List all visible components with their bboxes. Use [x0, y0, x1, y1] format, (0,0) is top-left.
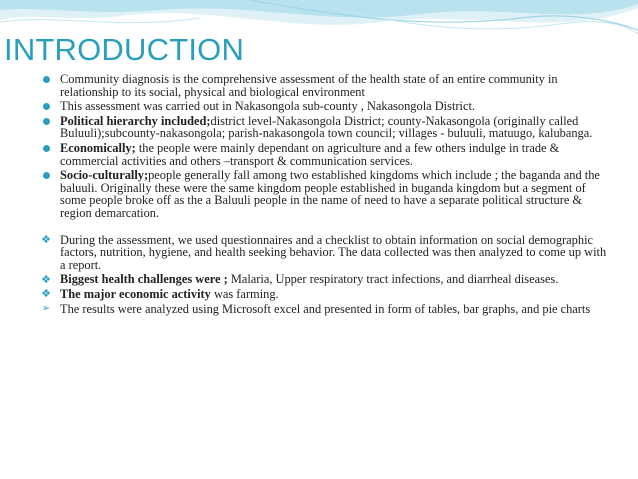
list-item — [36, 73, 611, 98]
list-item — [36, 142, 611, 167]
list-item-text — [60, 287, 279, 301]
list-item — [36, 115, 611, 140]
list-item — [36, 234, 611, 272]
list-item-body: people generally fall among two established kingdoms which include ; the baganda and the baluuli. Originally these were the same kingdom people established in buganda kingdom but a segment of some people broke off as the a Baluuli people in the name of need to have a separate political structure & region demarcation. — [60, 168, 600, 220]
list-item — [36, 169, 611, 219]
arrow-bullet-icon: ➢ — [41, 303, 51, 314]
list-item-text — [60, 233, 606, 272]
list-item — [36, 288, 611, 301]
list-item-bold-lead: The major economic activity — [60, 286, 211, 301]
list-item-bold-lead: Economically; — [60, 140, 136, 155]
list-item-body: The results were analyzed using Microsoft excel and presented in form of tables, bar graphs, and pie charts — [60, 301, 591, 316]
list-item-text — [60, 72, 558, 99]
round-bullet-icon — [36, 100, 56, 113]
list-item-text — [60, 302, 590, 316]
list-item-bold-lead: Socio-culturally; — [60, 168, 149, 183]
round-bullet-icon — [36, 169, 56, 182]
list-item-body: During the assessment, we used questionnaires and a checklist to obtain information on social demographic factors, nutrition, hygiene, and health seeking behavior. The data collected was then analyzed to come up with a report. — [60, 232, 607, 272]
list-item-text — [60, 168, 600, 220]
list-item-bold-lead: Political hierarchy included; — [60, 113, 211, 128]
round-bullet-icon — [36, 73, 56, 86]
list-item-body: This assessment was carried out in Nakasongola sub-county , Nakasongola District. — [60, 99, 475, 114]
list-item-text — [60, 114, 592, 141]
list-item-body: was farming. — [210, 286, 279, 301]
diamond-bullet-icon: ❖ — [41, 233, 51, 247]
list-item-body: district level-Nakasongola District; county-Nakasongola (originally called Buluuli);subcounty-nakasongola; parish-nakasongola town council; villages - buluuli, matuugo, kalubanga. — [60, 113, 593, 141]
list-item-text — [60, 99, 475, 113]
diamond-bullet-icon: ❖ — [41, 287, 51, 301]
list-item-bold-lead: Biggest health challenges were ; — [60, 272, 228, 287]
round-bullet-icon — [36, 115, 56, 128]
list-item-text — [60, 141, 559, 168]
list-item — [36, 303, 611, 316]
main-bullet-list — [36, 73, 611, 220]
list-item — [36, 100, 611, 113]
list-item-body: the people were mainly dependant on agriculture and a few others indulge in trade & commercial activities and others –transport & communication services. — [60, 140, 560, 168]
list-item — [36, 273, 611, 286]
findings-bullet-list — [36, 234, 611, 316]
diamond-bullet-icon: ❖ — [41, 272, 51, 286]
slide-title: INTRODUCTION — [4, 32, 245, 67]
list-item-body: Malaria, Upper respiratory tract infections, and diarrheal diseases. — [227, 272, 559, 287]
round-bullet-icon — [36, 142, 56, 155]
slide-body — [36, 73, 611, 317]
list-item-body: Community diagnosis is the comprehensive assessment of the health state of an entire community in relationship to its social, physical and biological environment — [60, 72, 558, 99]
list-item-text — [60, 272, 558, 286]
